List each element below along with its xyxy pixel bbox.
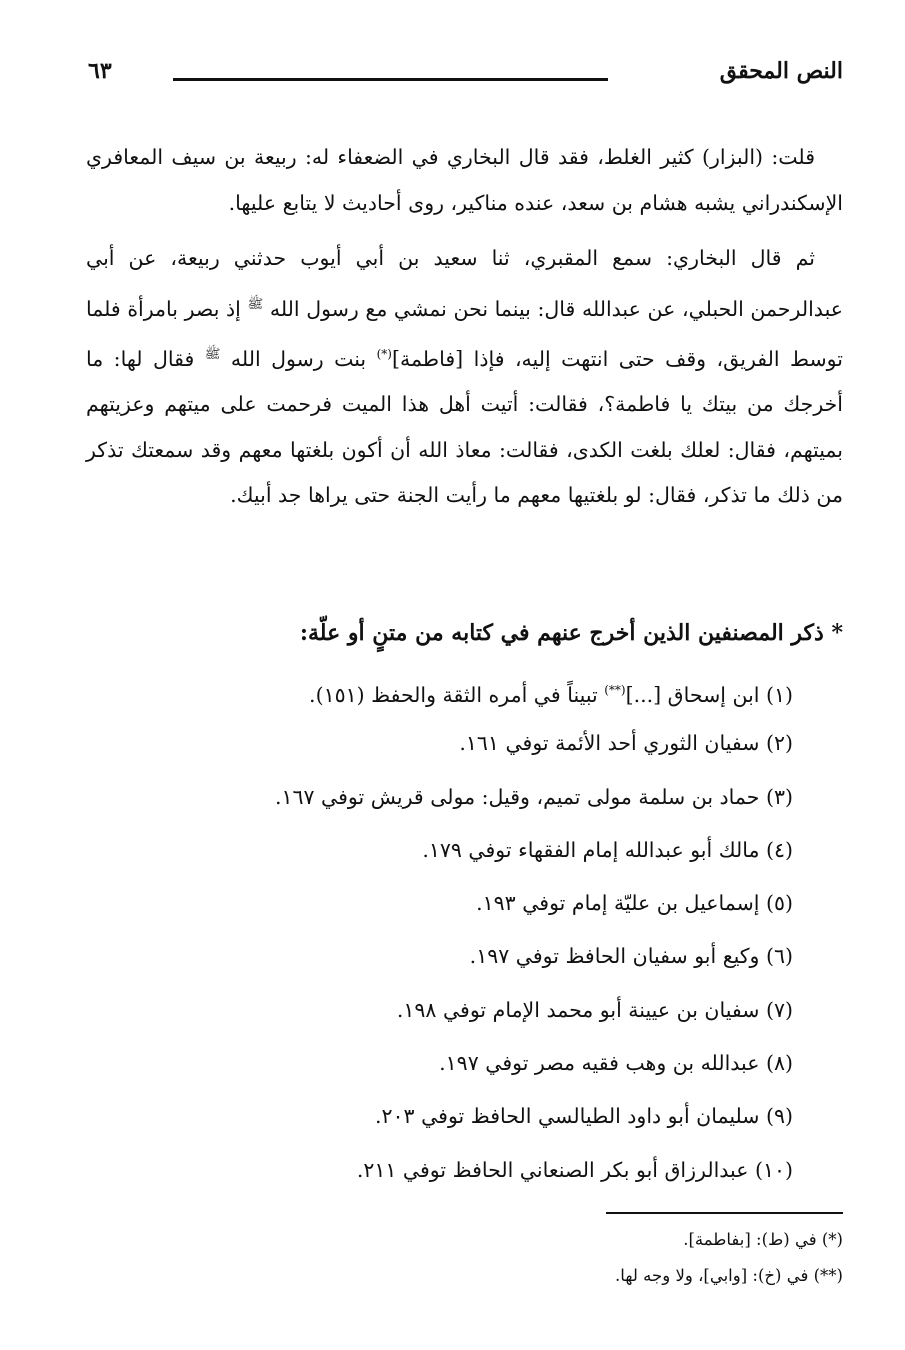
paragraph-2-part-2: إذ بصر بامرأة فلما توسط الفريق، وقف حتى انتهت إليه، فإذا [فاطمة] (86, 296, 843, 371)
page-header (88, 58, 843, 94)
honorific-symbol: ﷺ (247, 296, 264, 312)
footnote-2: (**) في (خ): [وابي]، ولا وجه لها. (615, 1266, 843, 1285)
list-item: (٤) مالك أبو عبدالله إمام الفقهاء توفي ١٧٩. (422, 837, 793, 862)
list-item-1-rest: تبيناً في أمره الثقة والحفظ (١٥١). (309, 682, 598, 707)
page-number: ٦٣ (88, 58, 112, 84)
list-item: (٦) وكيع أبو سفيان الحافظ توفي ١٩٧. (469, 944, 793, 969)
footnote-marker-1: (*) (376, 346, 392, 361)
running-title: النص المحقق (719, 58, 843, 84)
paragraph-2-part-4: فقال لها: ما أخرجك من بيتك يا فاطمة؟، فقالت: أتيت أهل هذا الميت فرحمت على ميتهم وعزيتهم بميتهم، فقال: لعلك بلغت الكدى، فقالت: معاذ الله أن أكون بلغتها معهم وقد سمعتك تذكر من ذلك ما تذكر، فقال: لو بلغتيها معهم ما رأيت الجنة حتى يراها جد أبيك. (86, 346, 843, 508)
list-item-1-text: (١) ابن إسحاق [...] (625, 682, 793, 707)
paragraph-2-part-1: ثم قال البخاري: سمع المقبري، ثنا سعيد بن أبي أيوب حدثني ربيعة، عن أبي عبدالرحمن الحبلي، عن عبدالله قال: بينما نحن نمشي مع رسول الله (86, 246, 843, 321)
paragraph-2-part-3: بنت رسول الله (230, 346, 367, 371)
footnotes (615, 1222, 843, 1294)
paragraph-2 (86, 236, 843, 519)
list-item: (٩) سليمان أبو داود الطيالسي الحافظ توفي ٢٠٣. (374, 1104, 793, 1129)
paragraph-1: قلت: (البزار) كثير الغلط، فقد قال البخاري في الضعفاء له: ربيعة بن سيف المعافري الإسكندراني يشبه هشام بن سعد، عنده مناكير، روى أحاديث لا يتابع عليها. (86, 145, 843, 215)
list-item: (٥) إسماعيل بن عليّة إمام توفي ١٩٣. (476, 891, 793, 916)
footnote-rule (606, 1212, 843, 1214)
footnote-marker-2: (**) (604, 683, 626, 697)
section-heading: * ذكر المصنفين الذين أخرج عنهم في كتابه من متنٍ أو علّة: (299, 620, 843, 646)
authors-list (275, 670, 793, 1203)
list-item: (٢) سفيان الثوري أحد الأئمة توفي ١٦١. (459, 731, 793, 756)
honorific-symbol: ﷺ (204, 346, 221, 362)
list-item: (٧) سفيان بن عيينة أبو محمد الإمام توفي ١٩٨. (396, 997, 793, 1022)
list-item (275, 670, 793, 723)
footnote-1: (*) في (ط): [بفاطمة]. (683, 1230, 843, 1249)
list-item: (٨) عبدالله بن وهب فقيه مصر توفي ١٩٧. (439, 1051, 793, 1076)
main-text (86, 135, 843, 519)
list-item: (١٠) عبدالرزاق أبو بكر الصنعاني الحافظ توفي ٢١١. (356, 1157, 793, 1182)
list-item: (٣) حماد بن سلمة مولى تميم، وقيل: مولى قريش توفي ١٦٧. (274, 784, 793, 809)
header-rule (173, 78, 608, 81)
